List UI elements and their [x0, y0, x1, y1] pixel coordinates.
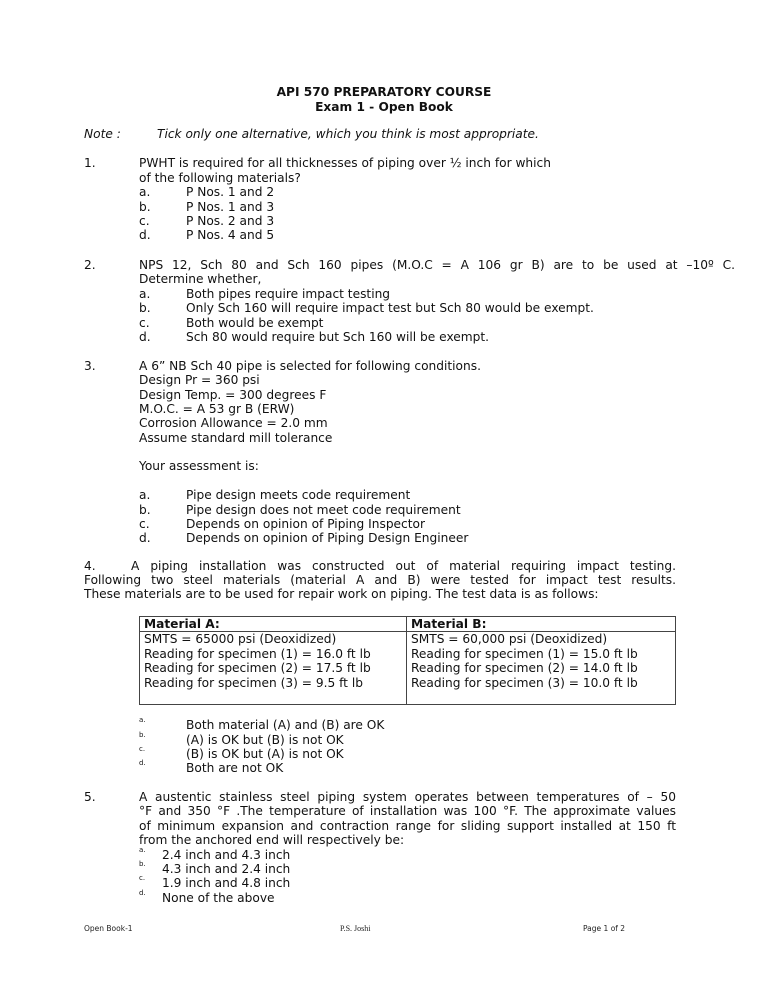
option-text[interactable]: P Nos. 1 and 2 [186, 185, 275, 199]
material-a-data [140, 632, 407, 705]
footer-page-number: Page 1 of 2 [583, 924, 626, 933]
material-data-table [139, 616, 676, 705]
option-letter: a. [139, 185, 151, 199]
table-header-material-a: Material A: [140, 617, 407, 632]
option-letter: c. [139, 214, 150, 228]
option-letter: a. [139, 287, 151, 301]
option-text[interactable]: Pipe design meets code requirement [186, 488, 411, 502]
table-cell: SMTS = 65000 psi (Deoxidized) [144, 632, 337, 646]
table-header-material-b: Material B: [407, 617, 676, 632]
table-cell: Reading for specimen (1) = 15.0 ft lb [411, 646, 638, 661]
option-letter: c. [139, 316, 150, 330]
question-number: 2. [84, 258, 96, 272]
document-title: API 570 PREPARATORY COURSE [276, 85, 492, 99]
option-text[interactable]: 4.3 inch and 2.4 inch [162, 862, 291, 876]
option-letter: d. [139, 330, 151, 344]
option-letter: c. [139, 517, 150, 531]
question-number: 5. [84, 790, 96, 804]
option-letter: a. [139, 488, 151, 502]
question-text: °F and 350 °F .The temperature of installation was 100 °F. The approximate values [139, 804, 676, 818]
table-cell: SMTS = 60,000 psi (Deoxidized) [411, 632, 608, 646]
option-letter: b. [139, 860, 146, 868]
table-cell: Reading for specimen (2) = 14.0 ft lb [411, 661, 638, 676]
option-text[interactable]: P Nos. 4 and 5 [186, 228, 275, 242]
question-text: A austentic stainless steel piping system operates between temperatures of – 50 [139, 790, 676, 804]
question-text: of the following materials? [139, 171, 301, 185]
option-text[interactable]: 1.9 inch and 4.8 inch [162, 876, 291, 890]
question-text: Assume standard mill tolerance [139, 431, 333, 445]
option-text[interactable]: Both would be exempt [186, 316, 324, 330]
option-text[interactable]: Depends on opinion of Piping Inspector [186, 517, 425, 531]
option-text[interactable]: Pipe design does not meet code requirement [186, 503, 461, 517]
question-text: of minimum expansion and contraction range for sliding support installed at 150 ft [139, 819, 676, 833]
option-text[interactable]: Both pipes require impact testing [186, 287, 391, 301]
question-number: 1. [84, 156, 96, 170]
option-text[interactable]: Both material (A) and (B) are OK [186, 718, 385, 732]
question-text: Determine whether, [139, 272, 262, 286]
question-text: A piping installation was constructed out of material requiring impact testing. [131, 559, 676, 573]
option-letter: c. [139, 874, 146, 882]
question-text: PWHT is required for all thicknesses of piping over ½ inch for which [139, 156, 551, 170]
option-text[interactable]: (B) is OK but (A) is not OK [186, 747, 344, 761]
question-text: M.O.C. = A 53 gr B (ERW) [139, 402, 295, 416]
option-letter: a. [139, 716, 146, 724]
note-text: Tick only one alternative, which you think is most appropriate. [157, 127, 539, 141]
option-text[interactable]: Sch 80 would require but Sch 160 will be exempt. [186, 330, 490, 344]
question-text: NPS 12, Sch 80 and Sch 160 pipes (M.O.C = A 106 gr B) are to be used at –10º C. [139, 258, 735, 272]
option-letter: c. [139, 745, 146, 753]
option-text[interactable]: P Nos. 1 and 3 [186, 200, 275, 214]
option-letter: b. [139, 301, 151, 315]
footer-author: P.S. Joshi [340, 924, 371, 933]
option-text[interactable]: P Nos. 2 and 3 [186, 214, 275, 228]
question-text: Design Pr = 360 psi [139, 373, 260, 387]
option-letter: b. [139, 503, 151, 517]
note-label: Note : [84, 127, 121, 141]
option-text[interactable]: (A) is OK but (B) is not OK [186, 733, 344, 747]
question-text: These materials are to be used for repair work on piping. The test data is as follows: [84, 587, 599, 601]
table-cell: Reading for specimen (3) = 10.0 ft lb [411, 675, 638, 690]
option-text[interactable]: None of the above [162, 891, 275, 905]
option-text[interactable]: Only Sch 160 will require impact test but Sch 80 would be exempt. [186, 301, 594, 315]
document-subtitle: Exam 1 - Open Book [315, 100, 453, 114]
question-text: A 6” NB Sch 40 pipe is selected for following conditions. [139, 359, 481, 373]
question-text: Corrosion Allowance = 2.0 mm [139, 416, 328, 430]
question-prompt: Your assessment is: [139, 459, 259, 473]
footer-left: Open Book-1 [84, 924, 133, 933]
question-text: from the anchored end will respectively be: [139, 833, 405, 847]
table-cell: Reading for specimen (3) = 9.5 ft lb [144, 675, 363, 690]
table-cell: Reading for specimen (1) = 16.0 ft lb [144, 646, 371, 661]
option-text[interactable]: Depends on opinion of Piping Design Engineer [186, 531, 469, 545]
option-letter: d. [139, 228, 151, 242]
option-letter: b. [139, 200, 151, 214]
table-cell: Reading for specimen (2) = 17.5 ft lb [144, 661, 371, 676]
question-text: Design Temp. = 300 degrees F [139, 388, 327, 402]
option-letter: a. [139, 846, 146, 854]
material-b-data [407, 632, 676, 705]
option-letter: d. [139, 889, 146, 897]
question-number: 4. [84, 559, 96, 573]
option-text[interactable]: 2.4 inch and 4.3 inch [162, 848, 291, 862]
option-letter: d. [139, 759, 146, 767]
option-letter: b. [139, 731, 146, 739]
option-letter: d. [139, 531, 151, 545]
question-number: 3. [84, 359, 96, 373]
option-text[interactable]: Both are not OK [186, 761, 284, 775]
question-text: Following two steel materials (material A and B) were tested for impact test results. [84, 573, 676, 587]
